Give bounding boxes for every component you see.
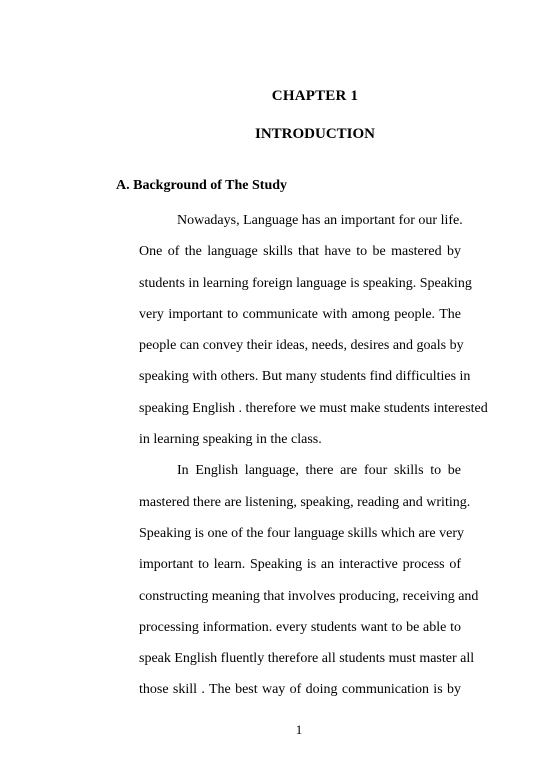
- body-line: speak English fluently therefore all students must master all: [139, 651, 475, 667]
- body-line: Nowadays, Language has an important for our life.: [177, 213, 463, 228]
- body-line: In English language, there are four skills to be: [177, 463, 461, 479]
- body-line: people can convey their ideas, needs, desires and goals by: [139, 338, 464, 354]
- body-line: those skill . The best way of doing communication is by: [139, 682, 461, 698]
- body-line: mastered there are listening, speaking, reading and writing.: [139, 494, 471, 510]
- body-line: Speaking is one of the four language skills which are very: [139, 525, 465, 541]
- body-line: speaking with others. But many students find difficulties in: [139, 369, 471, 385]
- section-heading: A. Background of The Study: [116, 178, 288, 193]
- body-line: processing information. every students want to be able to: [139, 619, 461, 635]
- body-line: One of the language skills that have to be mastered by: [139, 244, 461, 260]
- page-number: 1: [295, 722, 303, 737]
- chapter-title: INTRODUCTION: [254, 126, 375, 142]
- body-text: [139, 205, 488, 706]
- body-line: speaking English . therefore we must make students interested: [139, 400, 488, 416]
- body-line: students in learning foreign language is speaking. Speaking: [139, 275, 472, 291]
- body-line: important to learn. Speaking is an interactive process of: [139, 557, 461, 573]
- body-line: constructing meaning that involves producing, receiving and: [139, 588, 479, 604]
- body-line: very important to communicate with among people. The: [139, 306, 461, 322]
- chapter-heading: CHAPTER 1: [271, 88, 359, 104]
- body-line: in learning speaking in the class.: [139, 432, 322, 448]
